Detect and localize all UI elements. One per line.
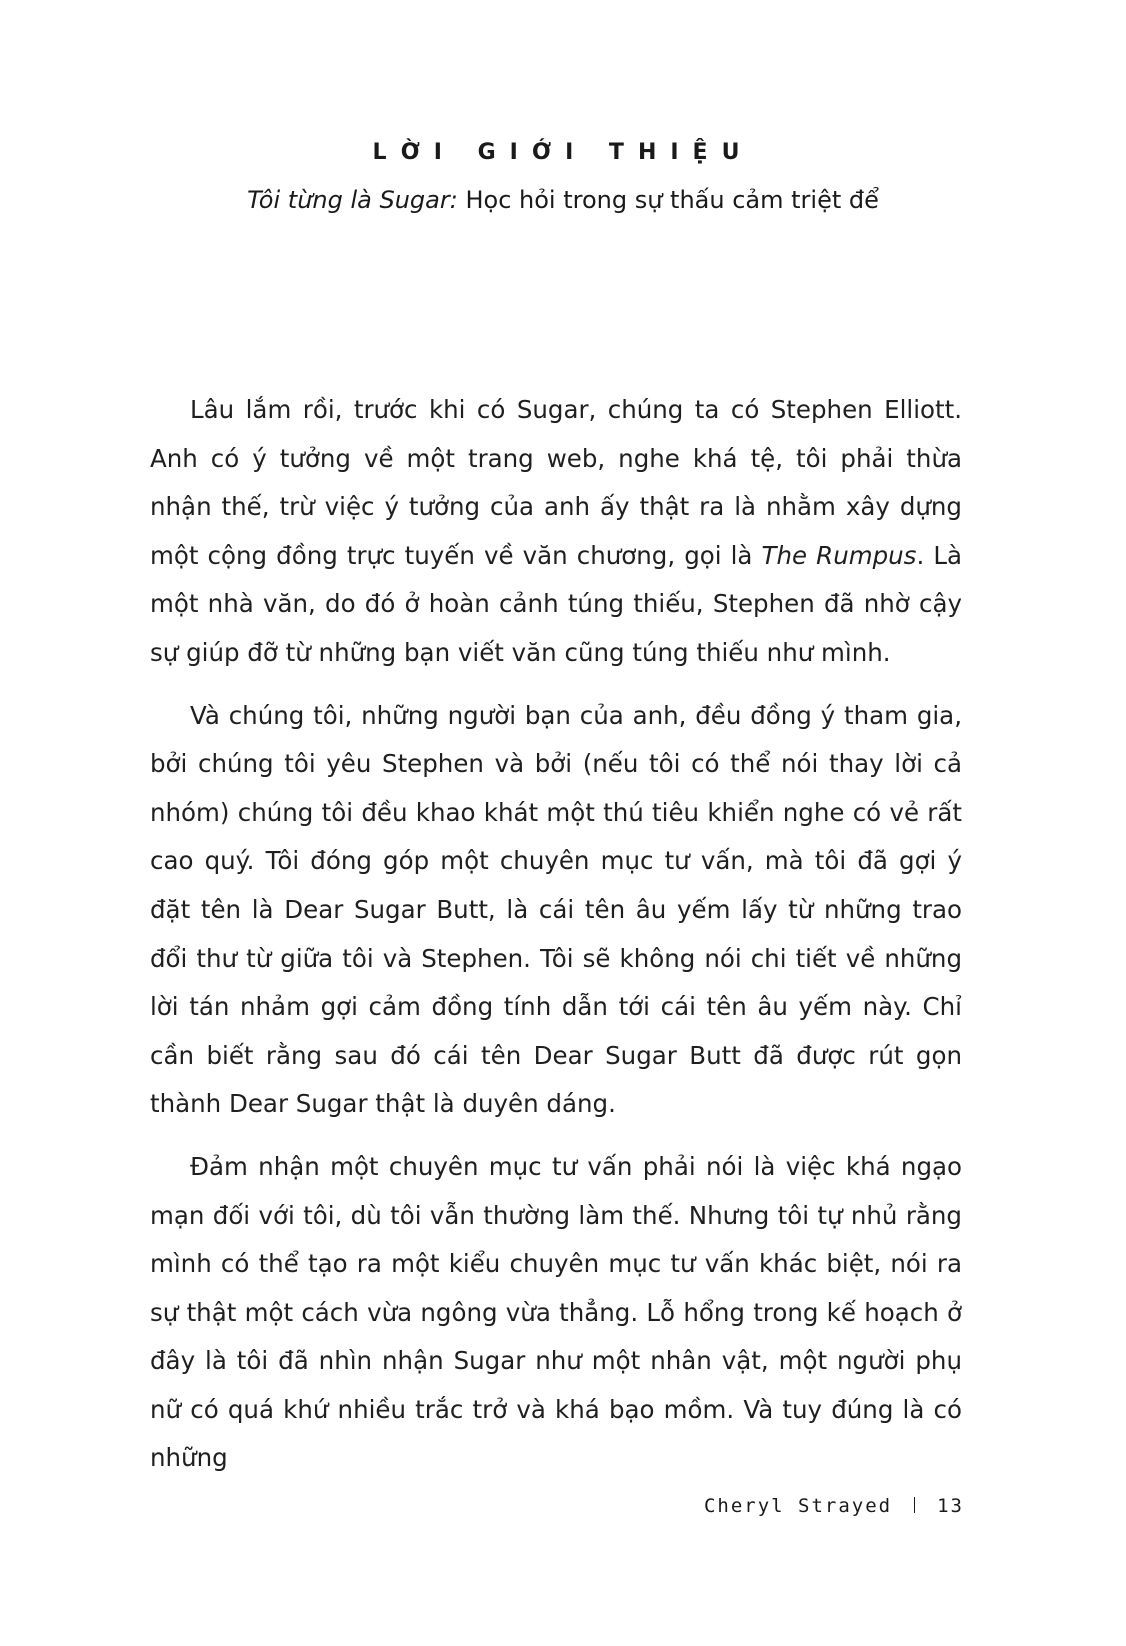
paragraph-3: Đảm nhận một chuyên mục tư vấn phải nói là việc khá ngạo mạn đối với tôi, dù tôi vẫn thường làm thế. Nhưng tôi tự nhủ rằng mình có thể tạo ra một kiểu chuyên mục tư vấn khác biệt, nói ra sự thật một cách vừa ngông vừa thẳng. Lỗ hổng trong kế hoạch ở đây là tôi đã nhìn nhận Sugar như một nhân vật, một người phụ nữ có quá khứ nhiều trắc trở và khá bạo mồm. Và tuy đúng là có những (150, 1151, 962, 1473)
paragraph-1 (150, 386, 962, 678)
subtitle-italic-part: Tôi từng là Sugar: (247, 186, 458, 214)
chapter-heading: LỜI GIỚI THIỆU (372, 140, 754, 165)
chapter-subtitle (0, 186, 1126, 214)
paragraph-1-text-a: Lâu lắm rồi, trước khi có Sugar, chúng ta có Stephen Elliott. Anh có ý tưởng về một trang web, nghe khá tệ, tôi phải thừa nhận thế, trừ việc ý tưởng của anh ấy thật ra là nhằm xây dựng một cộng đồng trực tuyến về văn chương, gọi là (150, 395, 962, 570)
footer-separator (914, 1497, 915, 1513)
subtitle-rest: Học hỏi trong sự thấu cảm triệt để (457, 186, 879, 214)
body-text (150, 386, 962, 1497)
page-footer (704, 1495, 964, 1517)
paragraph-2: Và chúng tôi, những người bạn của anh, đều đồng ý tham gia, bởi chúng tôi yêu Stephen và bởi (nếu tôi có thể nói thay lời cả nhóm) chúng tôi đều khao khát một thú tiêu khiển nghe có vẻ rất cao quý. Tôi đóng góp một chuyên mục tư vấn, mà tôi đã gợi ý đặt tên là Dear Sugar Butt, là cái tên âu yếm lấy từ những trao đổi thư từ giữa tôi và Stephen. Tôi sẽ không nói chi tiết về những lời tán nhảm gợi cảm đồng tính dẫn tới cái tên âu yếm này. Chỉ cần biết rằng sau đó cái tên Dear Sugar Butt đã được rút gọn thành Dear Sugar thật là duyên dáng. (150, 700, 962, 1119)
paragraph-1-text-b: . Là một nhà văn, do đó ở hoàn cảnh túng thiếu, Stephen đã nhờ cậy sự giúp đỡ từ những bạn viết văn cũng túng thiếu như mình. (150, 540, 962, 667)
paragraph-1-italic: The Rumpus (761, 540, 917, 570)
footer-author: Cheryl Strayed (703, 1495, 893, 1517)
page-number: 13 (937, 1495, 964, 1517)
